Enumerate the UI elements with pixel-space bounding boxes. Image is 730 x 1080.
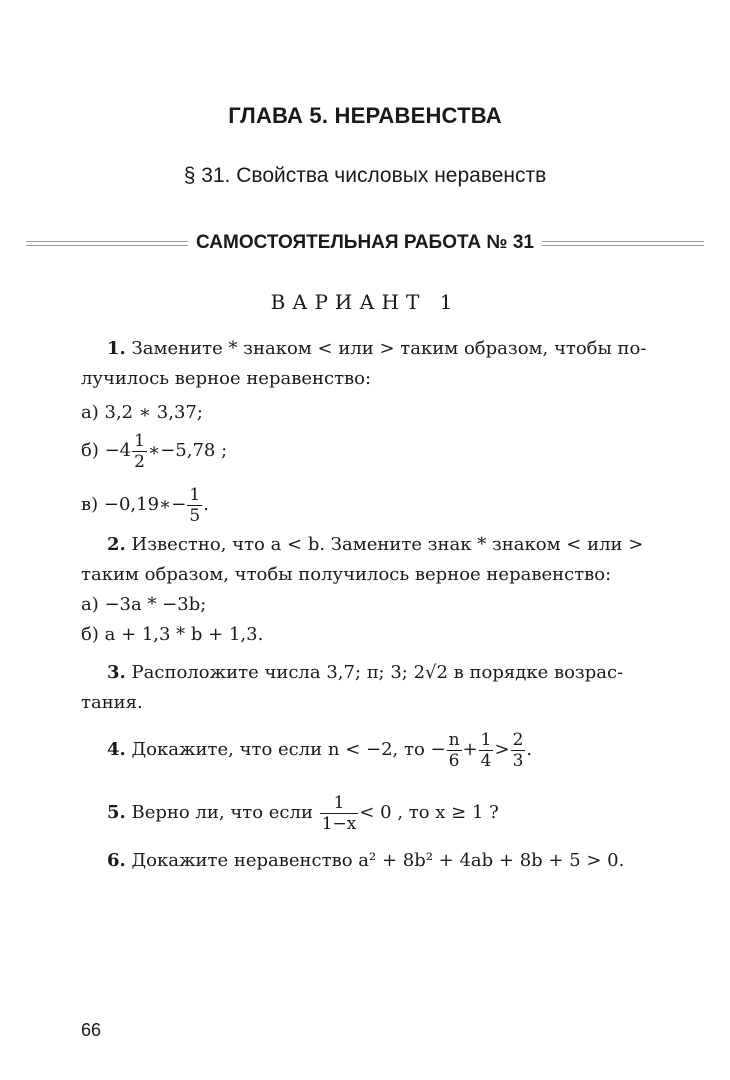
task-item-a (81, 398, 661, 428)
task-text: Расположите числа 3,7; π; 3; 2√2 в порядке возрас- (131, 662, 624, 683)
item-expression: ∗−5,78 ; (147, 440, 228, 461)
work-header (26, 228, 704, 258)
item-expression: −0,19∗− (103, 494, 187, 515)
right-rule (542, 241, 704, 246)
operator: + (462, 739, 478, 760)
task-text: Известно, что a < b. Замените знак * знаком < или > (131, 534, 644, 555)
task-3 (81, 658, 661, 718)
task-number: 6. (107, 850, 126, 871)
variant-title: ВАРИАНТ 1 (270, 290, 460, 314)
fraction (511, 730, 526, 771)
task-text-continuation: лучилось верное неравенство: (81, 368, 372, 389)
fraction-denominator: 3 (512, 750, 524, 771)
task-6-text (81, 846, 661, 876)
section-title: § 31. Свойства числовых неравенств (183, 164, 547, 187)
fraction (132, 431, 147, 472)
fraction (447, 730, 462, 771)
task-text: Докажите, что если n < −2, то − (131, 739, 446, 760)
fraction-numerator: n (448, 729, 460, 750)
item-expression: 3,2 ∗ 3,37; (104, 402, 203, 423)
task-text-end: < 0 , то x ≥ 1 ? (359, 802, 499, 823)
task-text: Верно ли, что если (131, 802, 313, 823)
fraction-numerator: 1 (189, 484, 201, 505)
fraction-denominator: 1−x (321, 813, 357, 834)
fraction (479, 730, 494, 771)
task-text-continuation: тания. (81, 692, 143, 713)
task-1 (81, 334, 661, 530)
task-5-text (81, 788, 661, 838)
task-text: Замените * знаком < или > таким образом, чтобы по- (131, 338, 647, 359)
chapter-title: ГЛАВА 5. НЕРАВЕНСТВА (228, 103, 502, 128)
task-2-text (81, 530, 661, 560)
task-text: Докажите неравенство a² + 8b² + 4ab + 8b + 5 > 0. (131, 850, 625, 871)
fraction-denominator: 6 (448, 750, 460, 771)
task-number: 2. (107, 534, 126, 555)
task-text-continuation: таким образом, чтобы получилось верное неравенство: (81, 564, 612, 585)
task-number: 4. (107, 739, 126, 760)
task-number: 1. (107, 338, 126, 359)
fraction (187, 485, 202, 526)
fraction-denominator: 5 (189, 505, 201, 526)
fraction-numerator: 1 (134, 430, 145, 451)
fraction-denominator: 2 (134, 451, 145, 472)
left-rule (26, 241, 188, 246)
mixed-whole: −4 (104, 440, 132, 461)
task-item-b (81, 428, 661, 474)
work-title: САМОСТОЯТЕЛЬНАЯ РАБОТА № 31 (196, 232, 534, 253)
task-4-text (81, 726, 661, 774)
page-number: 66 (81, 1020, 102, 1040)
item-end: . (203, 494, 209, 515)
task-2 (81, 530, 661, 650)
sentence-end: . (526, 739, 533, 760)
task-item-b: б) a + 1,3 * b + 1,3. (81, 624, 264, 645)
task-number: 5. (107, 802, 126, 823)
operator: > (494, 739, 510, 760)
task-5 (81, 788, 661, 838)
task-item-v (81, 480, 661, 530)
fraction-numerator: 1 (480, 729, 492, 750)
task-6 (81, 846, 661, 876)
task-4 (81, 726, 661, 774)
item-label: а) (81, 402, 99, 423)
item-label: в) (81, 494, 99, 515)
item-label: б) (81, 440, 99, 461)
fraction-denominator: 4 (480, 750, 492, 771)
task-item-a: а) −3a * −3b; (81, 594, 207, 615)
fraction-numerator: 2 (512, 729, 524, 750)
task-number: 3. (107, 662, 126, 683)
fraction-numerator: 1 (320, 793, 359, 814)
task-3-text (81, 658, 661, 688)
task-1-text (81, 334, 661, 364)
fraction (320, 793, 359, 834)
